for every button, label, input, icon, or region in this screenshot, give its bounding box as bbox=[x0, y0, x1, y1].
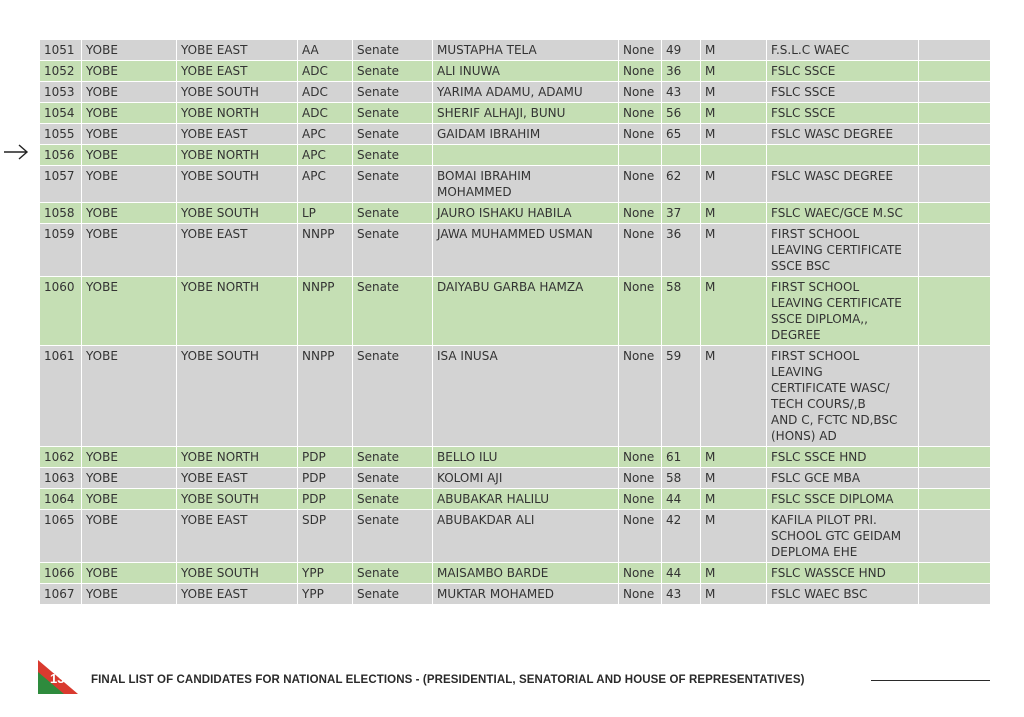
cell-district: YOBE EAST bbox=[177, 468, 298, 489]
cell-district: YOBE NORTH bbox=[177, 103, 298, 124]
table-row bbox=[40, 346, 991, 447]
table-row bbox=[40, 468, 991, 489]
cell-qualification: FSLC SSCE bbox=[767, 61, 919, 82]
table-row bbox=[40, 124, 991, 145]
cell-position: Senate bbox=[353, 82, 433, 103]
cell-gender bbox=[701, 145, 767, 166]
cell-age bbox=[662, 145, 701, 166]
cell-remarks bbox=[919, 277, 991, 346]
cell-qualification: FIRST SCHOOL LEAVING CERTIFICATE SSCE DIPLOMA,, DEGREE bbox=[767, 277, 919, 346]
cell-gender: M bbox=[701, 346, 767, 447]
cell-sn: 1057 bbox=[40, 166, 82, 203]
page-number: 137 bbox=[50, 671, 72, 686]
cell-gender: M bbox=[701, 61, 767, 82]
cell-pwd: None bbox=[619, 510, 662, 563]
cell-position: Senate bbox=[353, 224, 433, 277]
cell-pwd: None bbox=[619, 61, 662, 82]
cell-age: 65 bbox=[662, 124, 701, 145]
cell-name: JAURO ISHAKU HABILA bbox=[433, 203, 619, 224]
cell-position: Senate bbox=[353, 510, 433, 563]
cell-district: YOBE NORTH bbox=[177, 277, 298, 346]
cell-party: AA bbox=[298, 40, 353, 61]
cell-gender: M bbox=[701, 40, 767, 61]
cell-qualification: FSLC WAEC/GCE M.SC bbox=[767, 203, 919, 224]
cell-sn: 1064 bbox=[40, 489, 82, 510]
cell-position: Senate bbox=[353, 40, 433, 61]
cell-party: ADC bbox=[298, 82, 353, 103]
cell-remarks bbox=[919, 166, 991, 203]
cell-remarks bbox=[919, 346, 991, 447]
cell-party: SDP bbox=[298, 510, 353, 563]
cell-name: ISA INUSA bbox=[433, 346, 619, 447]
cell-gender: M bbox=[701, 166, 767, 203]
table-row bbox=[40, 82, 991, 103]
cell-age: 43 bbox=[662, 82, 701, 103]
cell-sn: 1067 bbox=[40, 584, 82, 605]
cell-party: NNPP bbox=[298, 277, 353, 346]
cell-sn: 1063 bbox=[40, 468, 82, 489]
cell-qualification: FSLC SSCE bbox=[767, 103, 919, 124]
cell-remarks bbox=[919, 510, 991, 563]
cell-age: 43 bbox=[662, 584, 701, 605]
cell-party: YPP bbox=[298, 584, 353, 605]
cell-qualification: FSLC WAEC BSC bbox=[767, 584, 919, 605]
cell-sn: 1051 bbox=[40, 40, 82, 61]
cell-party: PDP bbox=[298, 489, 353, 510]
cell-party: NNPP bbox=[298, 224, 353, 277]
cell-age: 62 bbox=[662, 166, 701, 203]
cell-state: YOBE bbox=[82, 584, 177, 605]
cell-pwd: None bbox=[619, 468, 662, 489]
table-row bbox=[40, 61, 991, 82]
table-row bbox=[40, 563, 991, 584]
cell-qualification: FSLC WASC DEGREE bbox=[767, 166, 919, 203]
cell-party: APC bbox=[298, 124, 353, 145]
cell-position: Senate bbox=[353, 103, 433, 124]
cell-gender: M bbox=[701, 203, 767, 224]
cell-position: Senate bbox=[353, 166, 433, 203]
cell-pwd: None bbox=[619, 40, 662, 61]
cell-name: JAWA MUHAMMED USMAN bbox=[433, 224, 619, 277]
cell-state: YOBE bbox=[82, 489, 177, 510]
cell-state: YOBE bbox=[82, 166, 177, 203]
cell-sn: 1065 bbox=[40, 510, 82, 563]
footer-rule bbox=[871, 680, 990, 681]
cell-pwd: None bbox=[619, 489, 662, 510]
cell-sn: 1066 bbox=[40, 563, 82, 584]
cell-name: MAISAMBO BARDE bbox=[433, 563, 619, 584]
cell-gender: M bbox=[701, 584, 767, 605]
cell-remarks bbox=[919, 584, 991, 605]
cell-state: YOBE bbox=[82, 563, 177, 584]
cell-gender: M bbox=[701, 277, 767, 346]
cell-district: YOBE SOUTH bbox=[177, 82, 298, 103]
cell-district: YOBE SOUTH bbox=[177, 203, 298, 224]
cell-sn: 1058 bbox=[40, 203, 82, 224]
cell-state: YOBE bbox=[82, 203, 177, 224]
cell-name: GAIDAM IBRAHIM bbox=[433, 124, 619, 145]
cell-pwd: None bbox=[619, 166, 662, 203]
cell-gender: M bbox=[701, 124, 767, 145]
cell-gender: M bbox=[701, 224, 767, 277]
cell-district: YOBE EAST bbox=[177, 224, 298, 277]
cell-state: YOBE bbox=[82, 145, 177, 166]
cell-position: Senate bbox=[353, 584, 433, 605]
cell-name: MUSTAPHA TELA bbox=[433, 40, 619, 61]
cell-sn: 1062 bbox=[40, 447, 82, 468]
cell-state: YOBE bbox=[82, 124, 177, 145]
cell-gender: M bbox=[701, 489, 767, 510]
cell-qualification: F.S.L.C WAEC bbox=[767, 40, 919, 61]
cell-position: Senate bbox=[353, 124, 433, 145]
cell-sn: 1053 bbox=[40, 82, 82, 103]
cell-sn: 1056 bbox=[40, 145, 82, 166]
cell-party: NNPP bbox=[298, 346, 353, 447]
cell-qualification: FIRST SCHOOL LEAVING CERTIFICATE SSCE BSC bbox=[767, 224, 919, 277]
cell-name bbox=[433, 145, 619, 166]
cell-position: Senate bbox=[353, 203, 433, 224]
cell-remarks bbox=[919, 61, 991, 82]
cell-age: 49 bbox=[662, 40, 701, 61]
cell-name: KOLOMI AJI bbox=[433, 468, 619, 489]
cell-party: APC bbox=[298, 166, 353, 203]
cell-gender: M bbox=[701, 468, 767, 489]
table-row bbox=[40, 203, 991, 224]
cell-gender: M bbox=[701, 447, 767, 468]
table-row bbox=[40, 166, 991, 203]
cell-qualification: FSLC SSCE DIPLOMA bbox=[767, 489, 919, 510]
cell-qualification bbox=[767, 145, 919, 166]
cell-district: YOBE NORTH bbox=[177, 447, 298, 468]
cell-sn: 1054 bbox=[40, 103, 82, 124]
cell-name: BOMAI IBRAHIM MOHAMMED bbox=[433, 166, 619, 203]
cell-position: Senate bbox=[353, 489, 433, 510]
cell-party: ADC bbox=[298, 103, 353, 124]
table-row bbox=[40, 447, 991, 468]
footer-title: FINAL LIST OF CANDIDATES FOR NATIONAL ELECTIONS - (PRESIDENTIAL, SENATORIAL AND HOUSE OF REPRESENTATIVES) bbox=[91, 674, 805, 686]
cell-pwd: None bbox=[619, 203, 662, 224]
cell-district: YOBE NORTH bbox=[177, 145, 298, 166]
cell-age: 36 bbox=[662, 61, 701, 82]
cell-position: Senate bbox=[353, 447, 433, 468]
table-row bbox=[40, 510, 991, 563]
table-row bbox=[40, 489, 991, 510]
cell-district: YOBE EAST bbox=[177, 40, 298, 61]
cell-district: YOBE SOUTH bbox=[177, 563, 298, 584]
table-row bbox=[40, 145, 991, 166]
cell-party: PDP bbox=[298, 468, 353, 489]
cell-district: YOBE SOUTH bbox=[177, 166, 298, 203]
cell-remarks bbox=[919, 447, 991, 468]
cell-name: DAIYABU GARBA HAMZA bbox=[433, 277, 619, 346]
cell-gender: M bbox=[701, 82, 767, 103]
cell-pwd: None bbox=[619, 124, 662, 145]
cell-qualification: FSLC WASSCE HND bbox=[767, 563, 919, 584]
cell-qualification: FSLC SSCE HND bbox=[767, 447, 919, 468]
cell-gender: M bbox=[701, 510, 767, 563]
cell-remarks bbox=[919, 40, 991, 61]
cell-state: YOBE bbox=[82, 40, 177, 61]
table-row bbox=[40, 277, 991, 346]
cell-district: YOBE EAST bbox=[177, 124, 298, 145]
cell-qualification: FSLC WASC DEGREE bbox=[767, 124, 919, 145]
cell-age: 42 bbox=[662, 510, 701, 563]
table-row bbox=[40, 103, 991, 124]
cell-district: YOBE EAST bbox=[177, 61, 298, 82]
table-row bbox=[40, 40, 991, 61]
table-row bbox=[40, 224, 991, 277]
cell-pwd: None bbox=[619, 224, 662, 277]
cell-sn: 1060 bbox=[40, 277, 82, 346]
cell-party: PDP bbox=[298, 447, 353, 468]
cell-position: Senate bbox=[353, 346, 433, 447]
cell-position: Senate bbox=[353, 145, 433, 166]
cell-sn: 1052 bbox=[40, 61, 82, 82]
table-body bbox=[40, 40, 991, 605]
cell-age: 44 bbox=[662, 563, 701, 584]
cell-state: YOBE bbox=[82, 61, 177, 82]
cell-age: 61 bbox=[662, 447, 701, 468]
cell-age: 56 bbox=[662, 103, 701, 124]
cell-pwd: None bbox=[619, 563, 662, 584]
cell-qualification: FSLC SSCE bbox=[767, 82, 919, 103]
cell-remarks bbox=[919, 563, 991, 584]
cell-pwd: None bbox=[619, 82, 662, 103]
cell-age: 59 bbox=[662, 346, 701, 447]
cell-position: Senate bbox=[353, 277, 433, 346]
cell-position: Senate bbox=[353, 468, 433, 489]
cell-party: ADC bbox=[298, 61, 353, 82]
cell-age: 36 bbox=[662, 224, 701, 277]
cell-age: 44 bbox=[662, 489, 701, 510]
cell-state: YOBE bbox=[82, 277, 177, 346]
cell-name: ABUBAKDAR ALI bbox=[433, 510, 619, 563]
cell-remarks bbox=[919, 82, 991, 103]
cell-pwd bbox=[619, 145, 662, 166]
cell-position: Senate bbox=[353, 61, 433, 82]
cell-sn: 1055 bbox=[40, 124, 82, 145]
arrow-right-icon bbox=[2, 143, 30, 161]
cell-party: LP bbox=[298, 203, 353, 224]
cell-remarks bbox=[919, 124, 991, 145]
cell-name: ALI INUWA bbox=[433, 61, 619, 82]
cell-remarks bbox=[919, 103, 991, 124]
cell-remarks bbox=[919, 489, 991, 510]
cell-pwd: None bbox=[619, 103, 662, 124]
cell-age: 58 bbox=[662, 468, 701, 489]
cell-age: 58 bbox=[662, 277, 701, 346]
cell-pwd: None bbox=[619, 584, 662, 605]
cell-remarks bbox=[919, 203, 991, 224]
cell-age: 37 bbox=[662, 203, 701, 224]
cell-name: YARIMA ADAMU, ADAMU bbox=[433, 82, 619, 103]
cell-remarks bbox=[919, 224, 991, 277]
cell-state: YOBE bbox=[82, 224, 177, 277]
cell-party: YPP bbox=[298, 563, 353, 584]
candidates-table bbox=[39, 39, 991, 605]
cell-state: YOBE bbox=[82, 103, 177, 124]
cell-qualification: FSLC GCE MBA bbox=[767, 468, 919, 489]
cell-position: Senate bbox=[353, 563, 433, 584]
cell-remarks bbox=[919, 468, 991, 489]
cell-district: YOBE EAST bbox=[177, 584, 298, 605]
cell-party: APC bbox=[298, 145, 353, 166]
cell-state: YOBE bbox=[82, 468, 177, 489]
cell-sn: 1061 bbox=[40, 346, 82, 447]
table-row bbox=[40, 584, 991, 605]
cell-district: YOBE SOUTH bbox=[177, 346, 298, 447]
cell-state: YOBE bbox=[82, 447, 177, 468]
cell-district: YOBE SOUTH bbox=[177, 489, 298, 510]
cell-pwd: None bbox=[619, 346, 662, 447]
cell-name: ABUBAKAR HALILU bbox=[433, 489, 619, 510]
cell-pwd: None bbox=[619, 277, 662, 346]
cell-qualification: KAFILA PILOT PRI. SCHOOL GTC GEIDAM DEPLOMA EHE bbox=[767, 510, 919, 563]
cell-gender: M bbox=[701, 103, 767, 124]
cell-gender: M bbox=[701, 563, 767, 584]
cell-remarks bbox=[919, 145, 991, 166]
cell-pwd: None bbox=[619, 447, 662, 468]
cell-name: BELLO ILU bbox=[433, 447, 619, 468]
cell-state: YOBE bbox=[82, 510, 177, 563]
cell-district: YOBE EAST bbox=[177, 510, 298, 563]
cell-qualification: FIRST SCHOOL LEAVING CERTIFICATE WASC/ TECH COURS/,B AND C, FCTC ND,BSC (HONS) AD bbox=[767, 346, 919, 447]
cell-state: YOBE bbox=[82, 82, 177, 103]
cell-name: SHERIF ALHAJI, BUNU bbox=[433, 103, 619, 124]
cell-sn: 1059 bbox=[40, 224, 82, 277]
cell-name: MUKTAR MOHAMED bbox=[433, 584, 619, 605]
cell-state: YOBE bbox=[82, 346, 177, 447]
